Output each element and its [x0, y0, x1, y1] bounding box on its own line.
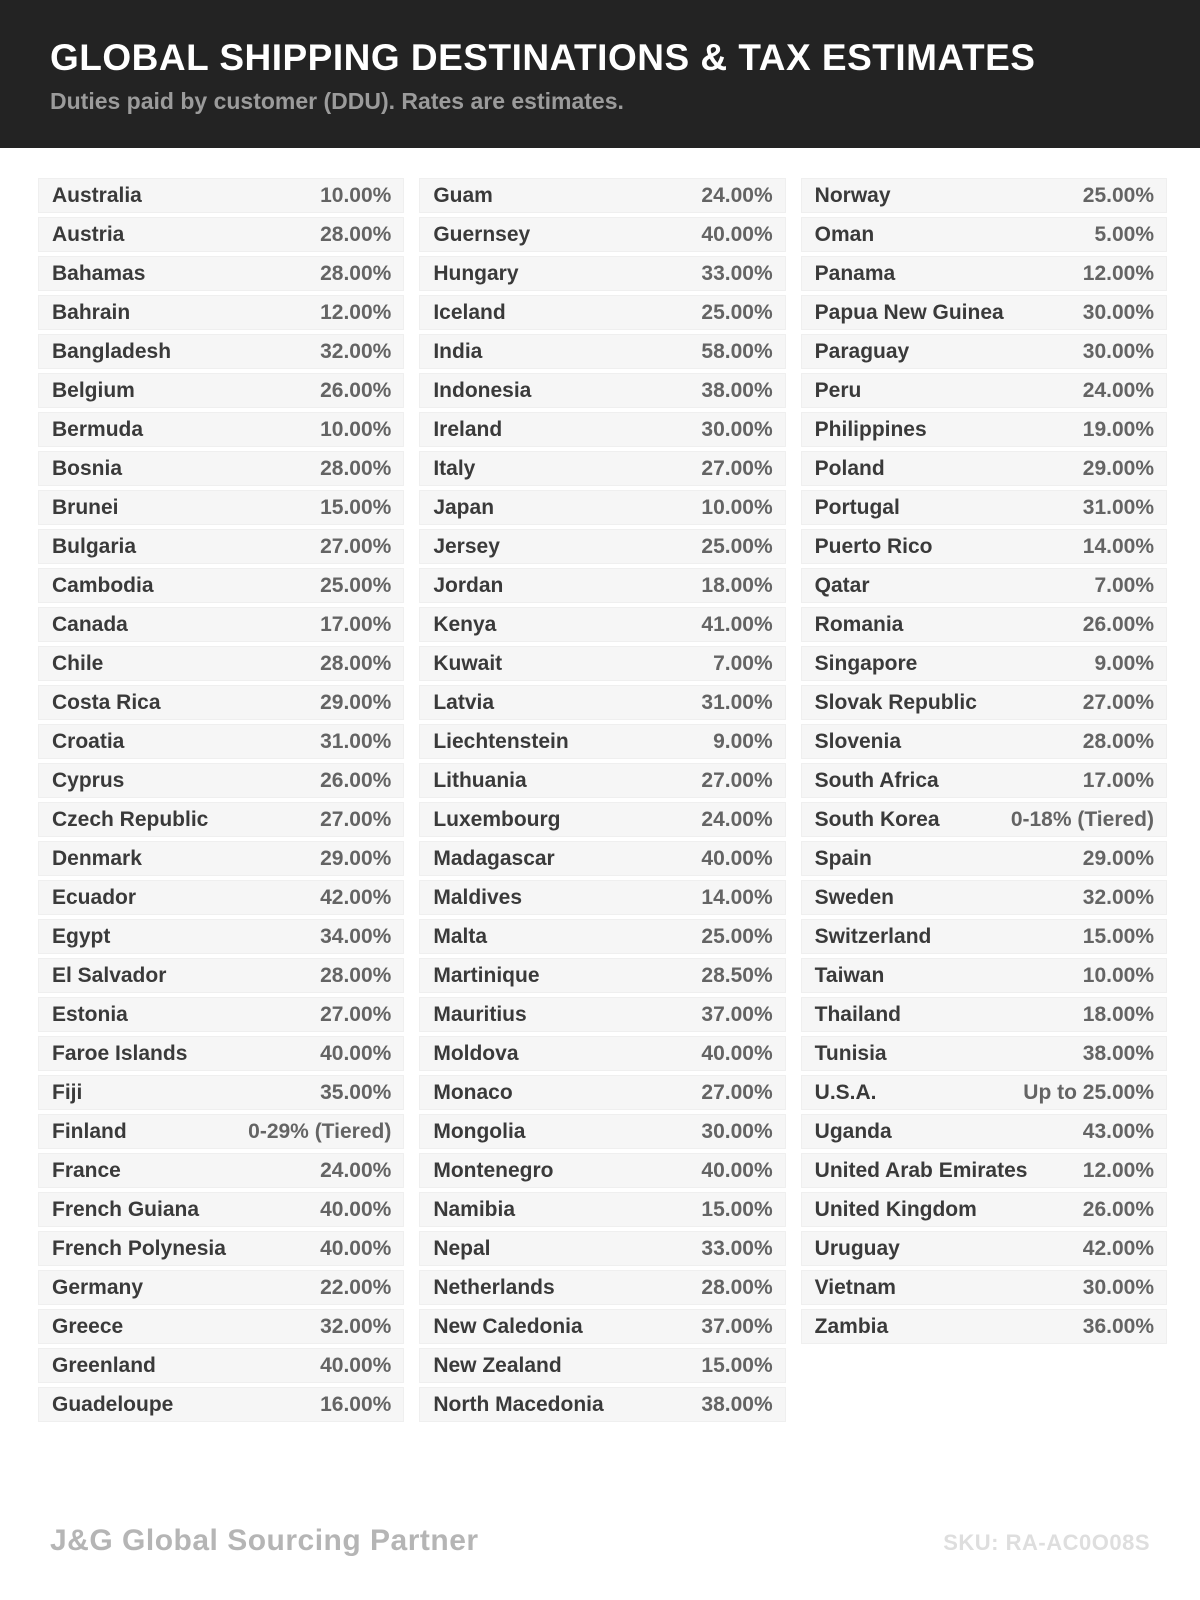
country-name: Moldova [433, 1041, 519, 1065]
table-row [801, 1114, 1167, 1149]
tax-rate: 36.00% [1082, 1314, 1154, 1338]
country-name: Guernsey [433, 222, 531, 246]
tax-rate: 5.00% [1094, 222, 1154, 246]
table-row [38, 1231, 404, 1266]
country-name: Luxembourg [433, 807, 561, 831]
tax-rate: 32.00% [1082, 885, 1154, 909]
country-name: Finland [52, 1119, 127, 1143]
sku-label: SKU: RA-AC0O08S [943, 1530, 1150, 1555]
tax-rate: 40.00% [320, 1353, 392, 1377]
country-name: Namibia [433, 1197, 516, 1221]
country-name: Lithuania [433, 768, 527, 792]
table-row [419, 802, 785, 837]
country-name: Mauritius [433, 1002, 527, 1026]
country-name: Zambia [814, 1314, 889, 1338]
country-name: Papua New Guinea [814, 300, 1004, 324]
tax-rate: 40.00% [320, 1236, 392, 1260]
country-name: Montenegro [433, 1158, 554, 1182]
tax-rate: 30.00% [1082, 339, 1154, 363]
table-row [801, 1231, 1167, 1266]
country-name: Oman [814, 222, 875, 246]
table-row [419, 646, 785, 681]
country-name: Taiwan [814, 963, 885, 987]
tax-rate: 42.00% [1082, 1236, 1154, 1260]
country-name: Ecuador [52, 885, 137, 909]
tax-rate: 27.00% [320, 1002, 392, 1026]
table-row [801, 295, 1167, 330]
tax-rate: 29.00% [1082, 456, 1154, 480]
tax-rate: 40.00% [320, 1197, 392, 1221]
table-row [419, 1036, 785, 1071]
country-name: Madagascar [433, 846, 555, 870]
country-name: Iceland [433, 300, 506, 324]
tax-rate: 41.00% [701, 612, 773, 636]
table-row [419, 1231, 785, 1266]
table-row [801, 646, 1167, 681]
country-name: Malta [433, 924, 488, 948]
table-row [38, 1114, 404, 1149]
tax-rate: 34.00% [320, 924, 392, 948]
tax-rate: 17.00% [1082, 768, 1154, 792]
table-row [419, 451, 785, 486]
tax-rate: 27.00% [1082, 690, 1154, 714]
table-row [801, 919, 1167, 954]
table-row [419, 1387, 785, 1422]
country-name: Jordan [433, 573, 504, 597]
country-name: Nepal [433, 1236, 491, 1260]
table-row [38, 997, 404, 1032]
tax-rate: 15.00% [320, 495, 392, 519]
table-row [801, 373, 1167, 408]
tax-rate: 30.00% [1082, 1275, 1154, 1299]
table-row [801, 1270, 1167, 1305]
country-name: Guadeloupe [52, 1392, 174, 1416]
header-banner [0, 0, 1200, 148]
table-row [38, 880, 404, 915]
tax-rate: 38.00% [1082, 1041, 1154, 1065]
tax-rate: 58.00% [701, 339, 773, 363]
table-row [419, 763, 785, 798]
tax-rate: 28.00% [320, 456, 392, 480]
tax-rate: 28.00% [320, 261, 392, 285]
table-row [38, 724, 404, 759]
table-row [419, 295, 785, 330]
table-row [801, 412, 1167, 447]
tax-rate: 40.00% [701, 222, 773, 246]
table-row [38, 373, 404, 408]
table-row [38, 1348, 404, 1383]
table-row [38, 841, 404, 876]
table-row [801, 802, 1167, 837]
table-row [801, 997, 1167, 1032]
country-name: French Guiana [52, 1197, 200, 1221]
tax-rate: 15.00% [1082, 924, 1154, 948]
country-name: Estonia [52, 1002, 128, 1026]
tax-rate: 9.00% [1094, 651, 1154, 675]
tax-rate: 30.00% [701, 417, 773, 441]
country-name: Latvia [433, 690, 495, 714]
country-name: Liechtenstein [433, 729, 569, 753]
country-name: Bermuda [52, 417, 144, 441]
tax-rate: 25.00% [701, 924, 773, 948]
country-name: Puerto Rico [814, 534, 933, 558]
country-name: Belgium [52, 378, 135, 402]
tax-rate: 30.00% [701, 1119, 773, 1143]
table-row [419, 373, 785, 408]
table-row [38, 1309, 404, 1344]
rates-grid [0, 148, 1200, 1426]
table-row [801, 1153, 1167, 1188]
tax-rate: 28.00% [320, 222, 392, 246]
country-name: Cambodia [52, 573, 154, 597]
table-row [419, 1114, 785, 1149]
tax-rate: 10.00% [320, 183, 392, 207]
table-row [38, 412, 404, 447]
tax-rate: 24.00% [320, 1158, 392, 1182]
tax-rate: 14.00% [701, 885, 773, 909]
table-row [38, 685, 404, 720]
page-subtitle: Duties paid by customer (DDU). Rates are estimates. [50, 87, 624, 114]
country-name: New Caledonia [433, 1314, 583, 1338]
table-row [801, 958, 1167, 993]
table-row [419, 841, 785, 876]
country-name: France [52, 1158, 121, 1182]
tax-rate: 27.00% [320, 807, 392, 831]
country-name: Mongolia [433, 1119, 526, 1143]
table-row [801, 841, 1167, 876]
tax-rate: 26.00% [320, 768, 392, 792]
rate-column [38, 178, 404, 1426]
tax-rate: 12.00% [1082, 1158, 1154, 1182]
tax-rate: 37.00% [701, 1314, 773, 1338]
table-row [38, 1153, 404, 1188]
country-name: Vietnam [814, 1275, 896, 1299]
country-name: Greenland [52, 1353, 156, 1377]
country-name: North Macedonia [433, 1392, 604, 1416]
table-row [419, 1192, 785, 1227]
table-row [38, 1270, 404, 1305]
table-row [801, 1309, 1167, 1344]
country-name: Slovenia [814, 729, 902, 753]
country-name: Switzerland [814, 924, 932, 948]
tax-rate: 7.00% [1094, 573, 1154, 597]
country-name: Uganda [814, 1119, 892, 1143]
country-name: Brunei [52, 495, 119, 519]
tax-rate: 17.00% [320, 612, 392, 636]
table-row [38, 763, 404, 798]
table-row [419, 724, 785, 759]
tax-rate: 10.00% [1082, 963, 1154, 987]
table-row [419, 178, 785, 213]
tax-rate: 28.00% [701, 1275, 773, 1299]
country-name: Bahrain [52, 300, 131, 324]
table-row [38, 646, 404, 681]
tax-rate: 10.00% [320, 417, 392, 441]
country-name: Netherlands [433, 1275, 555, 1299]
tax-rate: 18.00% [701, 573, 773, 597]
tax-rate: 24.00% [1082, 378, 1154, 402]
country-name: Egypt [52, 924, 111, 948]
table-row [419, 490, 785, 525]
tax-rate: 26.00% [1082, 612, 1154, 636]
table-row [38, 1387, 404, 1422]
tax-rate: 14.00% [1082, 534, 1154, 558]
tax-rate: 24.00% [701, 183, 773, 207]
table-row [38, 607, 404, 642]
country-name: Hungary [433, 261, 519, 285]
tax-rate: 40.00% [701, 1041, 773, 1065]
table-row [801, 217, 1167, 252]
tax-rate: 27.00% [701, 456, 773, 480]
table-row [419, 568, 785, 603]
country-name: Canada [52, 612, 128, 636]
tax-rate: 27.00% [320, 534, 392, 558]
table-row [38, 178, 404, 213]
tax-rate: 38.00% [701, 1392, 773, 1416]
country-name: South Africa [814, 768, 939, 792]
table-row [801, 1192, 1167, 1227]
tax-rate: 28.00% [1082, 729, 1154, 753]
table-row [38, 1075, 404, 1110]
tax-rate: 22.00% [320, 1275, 392, 1299]
country-name: Fiji [52, 1080, 83, 1104]
table-row [38, 490, 404, 525]
country-name: Japan [433, 495, 495, 519]
tax-rate: 15.00% [701, 1353, 773, 1377]
tax-rate: 29.00% [320, 690, 392, 714]
tax-rate: 9.00% [713, 729, 773, 753]
country-name: Croatia [52, 729, 125, 753]
table-row [801, 685, 1167, 720]
tax-rate: 28.00% [320, 651, 392, 675]
table-row [419, 334, 785, 369]
rate-column [419, 178, 785, 1426]
tax-rate: 40.00% [701, 846, 773, 870]
tax-rate: 12.00% [1082, 261, 1154, 285]
tax-rate: 31.00% [701, 690, 773, 714]
tax-rate: 37.00% [701, 1002, 773, 1026]
rate-column [801, 178, 1167, 1348]
table-row [419, 256, 785, 291]
tax-rate: 27.00% [701, 768, 773, 792]
country-name: Spain [814, 846, 872, 870]
country-name: United Kingdom [814, 1197, 977, 1221]
table-row [38, 451, 404, 486]
country-name: Guam [433, 183, 493, 207]
table-row [419, 607, 785, 642]
page-title: GLOBAL SHIPPING DESTINATIONS & TAX ESTIMATES [50, 37, 1036, 78]
tax-rate: 0-18% (Tiered) [1010, 807, 1154, 831]
country-name: Philippines [814, 417, 927, 441]
tax-rate: 25.00% [320, 573, 392, 597]
tax-rate: 26.00% [1082, 1197, 1154, 1221]
table-row [419, 880, 785, 915]
country-name: Bosnia [52, 456, 123, 480]
country-name: Martinique [433, 963, 540, 987]
table-row [38, 295, 404, 330]
country-name: Maldives [433, 885, 523, 909]
tax-rate: 18.00% [1082, 1002, 1154, 1026]
country-name: United Arab Emirates [814, 1158, 1028, 1182]
tax-rate: 25.00% [701, 534, 773, 558]
table-row [419, 997, 785, 1032]
tax-rate: 24.00% [701, 807, 773, 831]
tax-rate: 25.00% [701, 300, 773, 324]
tax-rate: 7.00% [713, 651, 773, 675]
table-row [419, 1075, 785, 1110]
table-row [419, 412, 785, 447]
country-name: Portugal [814, 495, 900, 519]
tax-rate: 40.00% [320, 1041, 392, 1065]
country-name: Bulgaria [52, 534, 137, 558]
table-row [38, 958, 404, 993]
tax-rate: 38.00% [701, 378, 773, 402]
country-name: Bangladesh [52, 339, 172, 363]
tax-rate: 33.00% [701, 1236, 773, 1260]
tax-rate: 26.00% [320, 378, 392, 402]
country-name: Greece [52, 1314, 124, 1338]
table-row [38, 529, 404, 564]
tax-rate: 32.00% [320, 339, 392, 363]
country-name: Italy [433, 456, 476, 480]
tax-rate: 29.00% [320, 846, 392, 870]
country-name: Bahamas [52, 261, 146, 285]
tax-rate: 31.00% [1082, 495, 1154, 519]
tax-rate: Up to 25.00% [1023, 1080, 1154, 1104]
table-row [38, 217, 404, 252]
table-row [38, 1192, 404, 1227]
table-row [419, 1153, 785, 1188]
country-name: Austria [52, 222, 125, 246]
tax-rate: 40.00% [701, 1158, 773, 1182]
country-name: Czech Republic [52, 807, 209, 831]
table-row [419, 919, 785, 954]
table-row [38, 1036, 404, 1071]
tax-rate: 32.00% [320, 1314, 392, 1338]
table-row [38, 334, 404, 369]
country-name: South Korea [814, 807, 940, 831]
table-row [801, 1075, 1167, 1110]
tax-rate: 19.00% [1082, 417, 1154, 441]
table-row [419, 529, 785, 564]
table-row [38, 568, 404, 603]
table-row [801, 724, 1167, 759]
country-name: Denmark [52, 846, 142, 870]
country-name: Germany [52, 1275, 144, 1299]
country-name: El Salvador [52, 963, 167, 987]
tax-rate: 0-29% (Tiered) [248, 1119, 392, 1143]
tax-rate: 29.00% [1082, 846, 1154, 870]
country-name: Uruguay [814, 1236, 900, 1260]
table-row [419, 958, 785, 993]
country-name: Cyprus [52, 768, 125, 792]
country-name: Thailand [814, 1002, 901, 1026]
country-name: Singapore [814, 651, 918, 675]
country-name: Australia [52, 183, 142, 207]
table-row [38, 919, 404, 954]
country-name: U.S.A. [814, 1080, 877, 1104]
table-row [801, 763, 1167, 798]
country-name: Ireland [433, 417, 503, 441]
table-row [801, 490, 1167, 525]
table-row [419, 685, 785, 720]
table-row [38, 802, 404, 837]
country-name: Indonesia [433, 378, 532, 402]
table-row [801, 178, 1167, 213]
country-name: Sweden [814, 885, 895, 909]
country-name: New Zealand [433, 1353, 562, 1377]
country-name: Faroe Islands [52, 1041, 188, 1065]
country-name: Kenya [433, 612, 497, 636]
country-name: Norway [814, 183, 891, 207]
tax-rate: 28.00% [320, 963, 392, 987]
country-name: Peru [814, 378, 862, 402]
table-row [801, 607, 1167, 642]
country-name: Tunisia [814, 1041, 887, 1065]
country-name: French Polynesia [52, 1236, 226, 1260]
brand-name: J&G Global Sourcing Partner [50, 1524, 479, 1557]
footer [50, 1524, 1150, 1558]
table-row [419, 1309, 785, 1344]
tax-rate: 35.00% [320, 1080, 392, 1104]
table-row [801, 334, 1167, 369]
tax-rate: 25.00% [1082, 183, 1154, 207]
tax-rate: 10.00% [701, 495, 773, 519]
tax-rate: 30.00% [1082, 300, 1154, 324]
table-row [801, 451, 1167, 486]
country-name: Qatar [814, 573, 870, 597]
table-row [419, 217, 785, 252]
country-name: India [433, 339, 483, 363]
tax-rate: 28.50% [701, 963, 773, 987]
country-name: Chile [52, 651, 104, 675]
table-row [801, 256, 1167, 291]
country-name: Poland [814, 456, 885, 480]
table-row [419, 1270, 785, 1305]
country-name: Slovak Republic [814, 690, 977, 714]
country-name: Jersey [433, 534, 500, 558]
table-row [801, 529, 1167, 564]
table-row [801, 1036, 1167, 1071]
tax-rate: 31.00% [320, 729, 392, 753]
country-name: Paraguay [814, 339, 910, 363]
tax-rate: 33.00% [701, 261, 773, 285]
country-name: Kuwait [433, 651, 503, 675]
table-row [419, 1348, 785, 1383]
country-name: Costa Rica [52, 690, 161, 714]
tax-rate: 16.00% [320, 1392, 392, 1416]
tax-rate: 43.00% [1082, 1119, 1154, 1143]
country-name: Monaco [433, 1080, 513, 1104]
tax-rate: 27.00% [701, 1080, 773, 1104]
tax-rate: 12.00% [320, 300, 392, 324]
table-row [801, 568, 1167, 603]
table-row [801, 880, 1167, 915]
country-name: Romania [814, 612, 904, 636]
tax-rate: 42.00% [320, 885, 392, 909]
table-row [38, 256, 404, 291]
tax-rate: 15.00% [701, 1197, 773, 1221]
country-name: Panama [814, 261, 896, 285]
